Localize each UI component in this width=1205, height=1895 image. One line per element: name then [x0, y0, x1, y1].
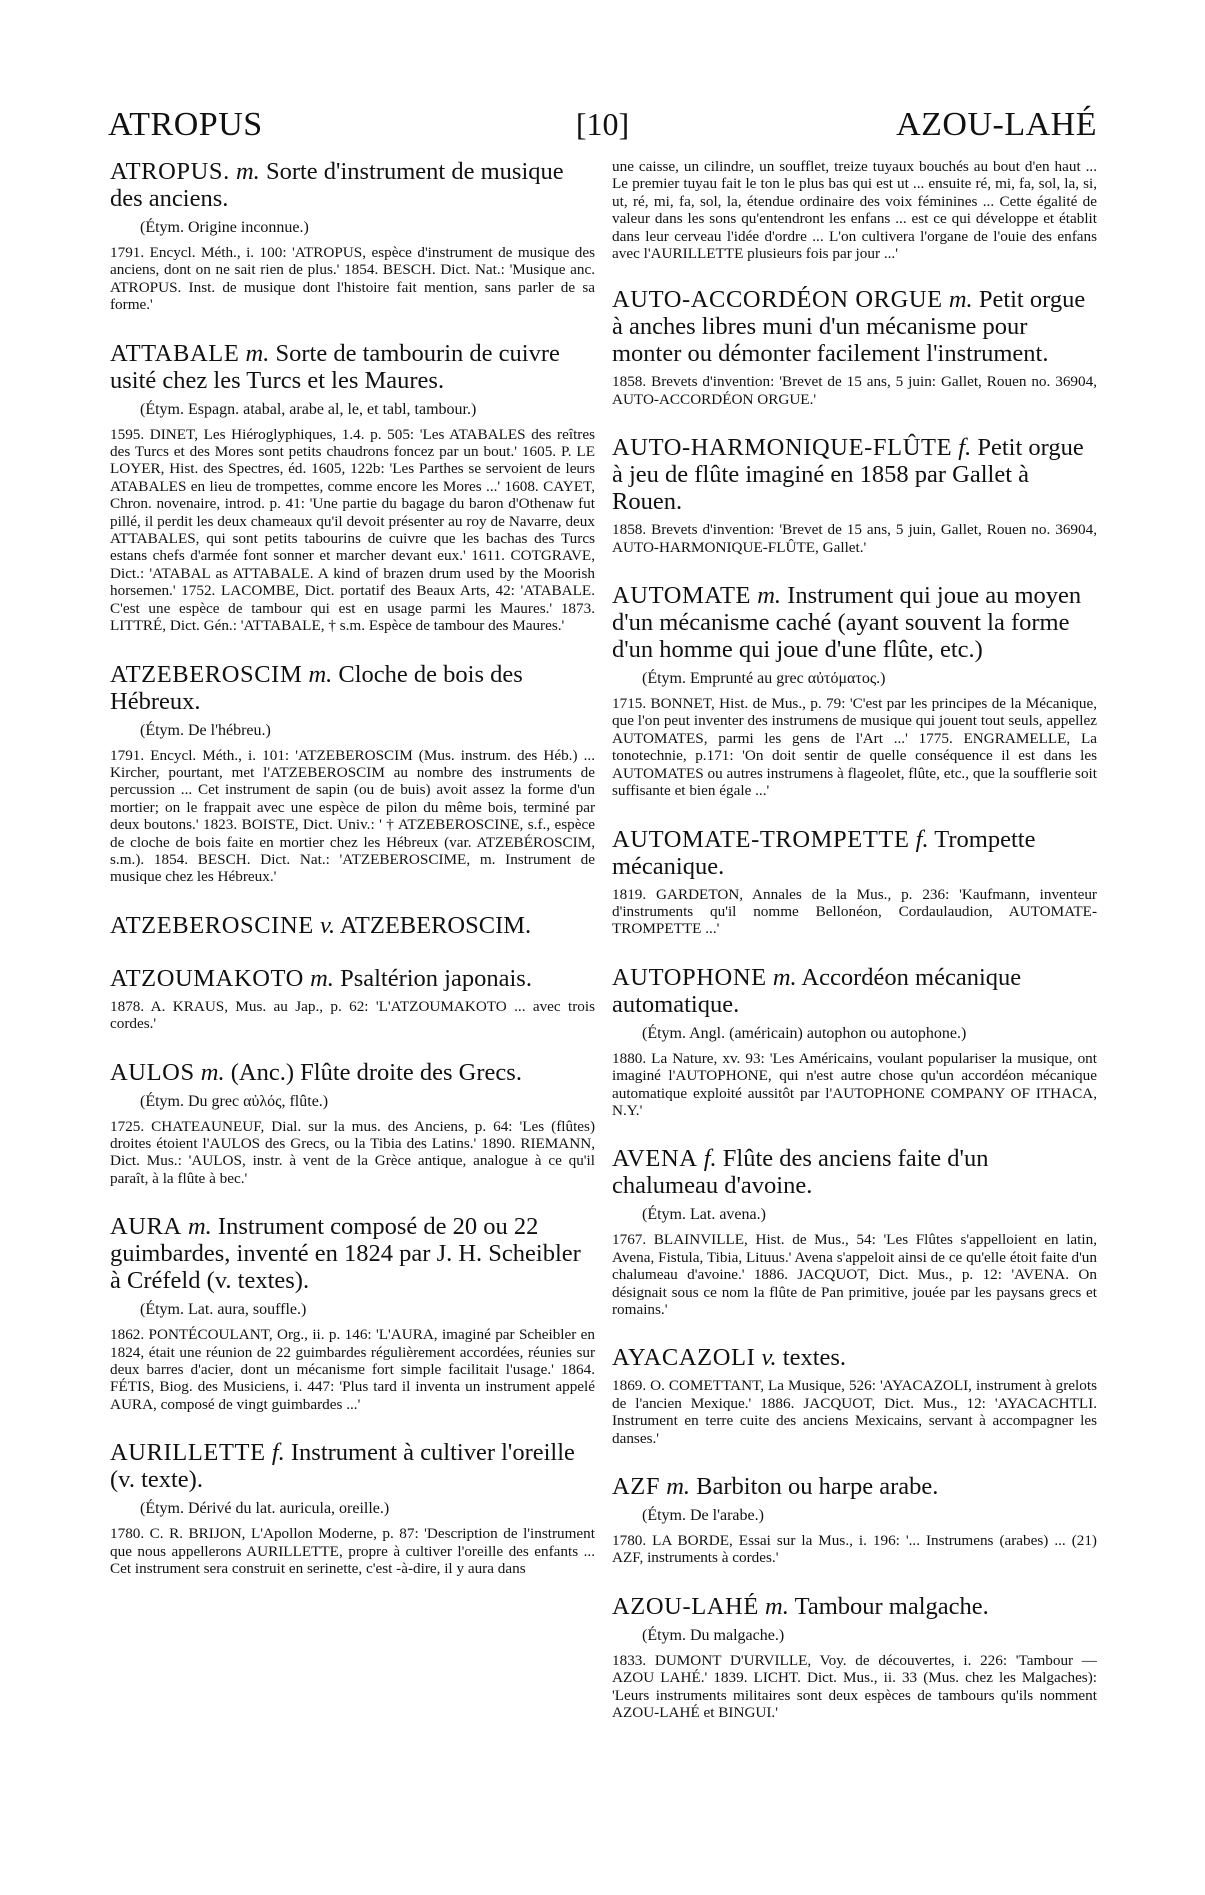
- entry-heading: [612, 1593, 1097, 1620]
- headword: AURILLETTE: [110, 1439, 266, 1467]
- grammar-label: m.: [757, 582, 782, 610]
- dictionary-entry: [612, 1344, 1097, 1447]
- definition: Trompette mécanique.: [612, 825, 1036, 880]
- definition: Flûte des anciens faite d'un chalumeau d'avoine.: [612, 1145, 989, 1200]
- citations: 1858. Brevets d'invention: 'Brevet de 15 ans, 5 juin: Gallet, Rouen no. 36904, AUTO-ACCORDÉON ORGUE.': [612, 373, 1097, 408]
- dictionary-entry: [612, 434, 1097, 556]
- definition: Cloche de bois des Hébreux.: [110, 660, 523, 715]
- entry-heading: [612, 964, 1097, 1018]
- citations: 1819. GARDETON, Annales de la Mus., p. 236: 'Kaufmann, inventeur d'instruments qu'il nomme Bellonéon, Cordaulaudion, AUTOMATE-TROMPETTE ...': [612, 885, 1097, 938]
- header-first-entry: ATROPUS: [108, 106, 263, 143]
- entry-heading: [110, 158, 595, 212]
- headword: AUTO-HARMONIQUE-FLÛTE: [612, 434, 953, 462]
- citations: 1833. DUMONT D'URVILLE, Voy. de découvertes, i. 226: 'Tambour — AZOU LAHÉ.' 1839. LICHT. Dict. Mus., ii. 33 (Mus. chez les Malgaches): 'Leurs instruments militaires sont deux espèces de tambours qu'ils nomment AZOU-LAHÉ et BINGUI.': [612, 1651, 1097, 1722]
- definition: ATZEBEROSCIM.: [339, 911, 532, 939]
- grammar-label: m.: [310, 964, 334, 992]
- citations: 1878. A. KRAUS, Mus. au Jap., p. 62: 'L'ATZOUMAKOTO ... avec trois cordes.': [110, 997, 595, 1033]
- etymology: (Étym. De l'arabe.): [642, 1507, 764, 1524]
- continued-citation: une caisse, un cilindre, un soufflet, treize tuyaux bouchés au bout d'en haut ... Le premier tuyau fait le ton le plus bas qui est ut ... ensuite ré, mi, fa, sol, la, si, ut, ré, mi, fa, sol, la, étendue ordinaire des voix féminines ... Cette égalité de valeur dans les sons qu'entendront les enfans ... est ce qui développe et établit dans leur cerveau l'idée d'ordre ... L'on cultivera l'organe de l'ouie des enfans avec l'AURILLETTE plusieurs fois par jour ...': [612, 158, 1097, 263]
- citations: 1725. CHATEAUNEUF, Dial. sur la mus. des Anciens, p. 64: 'Les (flûtes) droites étoient l'AULOS des Grecs, ou la Tibia des Latins.' 1890. RIEMANN, Dict. Mus.: 'AULOS, instr. à vent de la Grèce antique, analogue à ce qu'il paraît, à la flûte à bec.': [110, 1117, 595, 1187]
- dictionary-entry: [612, 582, 1097, 799]
- dictionary-entry: [612, 1473, 1097, 1567]
- citations: 1862. PONTÉCOULANT, Org., ii. p. 146: 'L'AURA, imaginé par Scheibler en 1824, était une réunion de 22 guimbardes régulièrement accordées, réunies sur deux barres d'acier, dont un mécanisme fort simple facilitait l'usage.' 1864. FÉTIS, Biog. des Musiciens, i. 447: 'Plus tard il inventa un instrument appelé AURA, composé de vingt guimbardes ...': [110, 1326, 595, 1413]
- grammar-label: f.: [915, 825, 929, 853]
- entry-heading: [110, 1059, 595, 1086]
- etymology: (Étym. De l'hébreu.): [140, 721, 271, 739]
- headword: AVENA: [612, 1145, 698, 1173]
- grammar-label: m.: [235, 158, 260, 185]
- citations: 1880. La Nature, xv. 93: 'Les Américains, voulant populariser la musique, ont imaginé l'AUTOPHONE, qui n'est autre chose qu'un accordéon mécanique automatique exploité aussitôt par l'AUTOPHONE COMPANY OF ITHACA, N.Y.': [612, 1049, 1097, 1119]
- dictionary-entry: [110, 965, 595, 1033]
- entry-heading: [612, 826, 1097, 880]
- definition: Tambour malgache.: [794, 1592, 989, 1620]
- running-header: [108, 106, 1097, 146]
- headword: ATZOUMAKOTO: [110, 964, 304, 992]
- entry-heading: [110, 661, 595, 715]
- etymology: (Étym. Espagn. atabal, arabe al, le, et tabl, tambour.): [140, 400, 477, 418]
- grammar-label: v.: [319, 911, 336, 939]
- etymology: (Étym. Emprunté au grec αὐτόματος.): [642, 670, 886, 688]
- dictionary-entry: [612, 1145, 1097, 1318]
- grammar-label: m.: [200, 1058, 225, 1086]
- headword: AUTOMATE-TROMPETTE: [612, 825, 910, 853]
- grammar-label: f.: [958, 434, 972, 462]
- headword: AYACAZOLI: [612, 1344, 756, 1372]
- definition: Instrument composé de 20 ou 22 guimbardes, inventé en 1824 par J. H. Scheibler à Créfeld (v. textes).: [110, 1213, 581, 1295]
- grammar-label: m.: [245, 339, 270, 367]
- entry-heading: [110, 912, 595, 939]
- entry-heading: [612, 434, 1097, 515]
- dictionary-entry: [110, 912, 595, 939]
- headword: AUTOMATE: [612, 582, 752, 610]
- dictionary-entry: [612, 1593, 1097, 1722]
- headword: AZOU-LAHÉ: [612, 1592, 759, 1620]
- citations: 1858. Brevets d'invention: 'Brevet de 15 ans, 5 juin, Gallet, Rouen no. 36904, AUTO-HARMONIQUE-FLÛTE, Gallet.': [612, 521, 1097, 556]
- definition: Instrument à cultiver l'oreille (v. texte).: [110, 1439, 575, 1494]
- grammar-label: m.: [187, 1213, 212, 1241]
- etymology: (Étym. Lat. avena.): [642, 1206, 766, 1224]
- dictionary-entry: [612, 964, 1097, 1120]
- definition: Instrument qui joue au moyen d'un mécanisme caché (ayant souvent la forme d'un homme qui joue d'une flûte, etc.): [612, 582, 1082, 664]
- dictionary-entry: [612, 826, 1097, 938]
- entry-heading: [110, 340, 595, 394]
- etymology: (Étym. Du malgache.): [642, 1626, 785, 1644]
- citations: 1595. DINET, Les Hiéroglyphiques, 1.4. p. 505: 'Les ATABALES des reîtres des Turcs et des Mores sont petits chaudrons foncez par un bout.' 1605. P. LE LOYER, Hist. des Spectres, éd. 1605, 122b: 'Les Parthes se servoient de leurs ATABALES en lieu de trompettes, comme encore les Mores ...' 1608. CAYET, Chron. novenaire, introd. p. 41: 'Une partie du bagage du baron d'Othenaw fut pillé, il perdit les deux chameaux qu'il devoit présenter au roy de Navarre, deux ATTABALES, qui sont petits tabourins de cuivre que les bachas des Turcs estans chefs d'armée font sonner et marcher devant eux.' 1611. COTGRAVE, Dict.: 'ATABAL as ATTABALE. A kind of brazen drum used by the Moorish horsemen.' 1752. LACOMBE, Dict. portatif des Beaux Arts, 42: 'ATABALE. C'est une espèce de tambour qui est en usage parmi les Maures.' 1873. LITTRÉ, Dict. Gén.: 'ATTABALE, † s.m. Espèce de tambour des Maures.': [110, 425, 595, 635]
- citations: 1715. BONNET, Hist. de Mus., p. 79: 'C'est par les principes de la Mécanique, que l'on peut inventer des instrumens de musique qui jouent tout seuls, appellez AUTOMATES, parmi les gens de l'Art ...' 1775. ENGRAMELLE, La tonotechnie, p.171: 'On doit sentir de quelle conséquence il est dans les AUTOMATES ou autres instrumens à flageolet, flûte, etc., que la soufflerie soit suffisante et bien égale ...': [612, 695, 1097, 800]
- headword: AURA: [110, 1213, 182, 1241]
- grammar-label: m.: [308, 660, 333, 688]
- entry-heading: [110, 1213, 595, 1294]
- etymology: (Étym. Du grec αὐλός, flûte.): [140, 1092, 329, 1110]
- grammar-label: m.: [666, 1473, 691, 1500]
- grammar-label: v.: [761, 1344, 777, 1372]
- headword: AUTOPHONE: [612, 963, 767, 991]
- grammar-label: m.: [948, 286, 973, 314]
- headword: AUTO-ACCORDÉON ORGUE: [612, 286, 943, 314]
- grammar-label: m.: [765, 1592, 789, 1620]
- dictionary-entry: [110, 1213, 595, 1413]
- right-column: [612, 158, 1097, 1747]
- etymology: (Étym. Angl. (américain) autophon ou autophone.): [642, 1024, 967, 1042]
- entry-heading: [612, 1145, 1097, 1199]
- grammar-label: f.: [703, 1145, 717, 1173]
- definition: textes.: [782, 1344, 847, 1372]
- right-entries: [612, 286, 1097, 1721]
- citations: 1791. Encycl. Méth., i. 100: 'ATROPUS, espèce d'instrument de musique des anciens, dont on ne sait rien de plus.' 1854. BESCH. Dict. Nat.: 'Musique anc. ATROPUS. Inst. de musique dont l'histoire fait mention, sans parler de sa forme.': [110, 244, 595, 314]
- entry-heading: [612, 1473, 1097, 1500]
- definition: Petit orgue à anches libres muni d'un mécanisme pour monter ou démonter facilement l'instrument.: [612, 286, 1086, 368]
- header-last-entry: AZOU-LAHÉ: [896, 106, 1097, 143]
- entry-heading: [612, 582, 1097, 663]
- headword: AULOS: [110, 1058, 195, 1086]
- definition: Psaltérion japonais.: [340, 964, 532, 992]
- dictionary-entry: [110, 661, 595, 886]
- grammar-label: m.: [772, 963, 797, 991]
- definition: Sorte d'instrument de musique des anciens.: [110, 158, 564, 212]
- left-column: [110, 158, 595, 1603]
- headword: AZF: [612, 1473, 661, 1500]
- page-number: [10]: [575, 106, 630, 142]
- citations: 1767. BLAINVILLE, Hist. de Mus., 54: 'Les Flûtes s'appelloient en latin, Avena, Fistula, Tibia, Lituus.' Avena s'appeloit ainsi de ce qu'elle étoit faite d'un chalumeau d'avoine.' 1886. JACQUOT, Dict. Mus., p. 12: 'AVENA. On désignait sous ce nom la flûte de Pan primitive, jouée par les paysans grecs et romains.': [612, 1231, 1097, 1318]
- grammar-label: f.: [271, 1439, 285, 1467]
- citations: 1780. LA BORDE, Essai sur la Mus., i. 196: '... Instrumens (arabes) ... (21) AZF, instruments à cordes.': [612, 1532, 1097, 1567]
- etymology: (Étym. Origine inconnue.): [140, 219, 309, 236]
- headword: ATTABALE: [110, 339, 240, 367]
- entry-heading: [612, 286, 1097, 367]
- etymology: (Étym. Lat. aura, souffle.): [140, 1301, 307, 1319]
- entry-heading: [110, 1439, 595, 1493]
- definition: Sorte de tambourin de cuivre usité chez les Turcs et les Maures.: [110, 339, 560, 394]
- dictionary-entry: [110, 1059, 595, 1188]
- headword: ATROPUS.: [110, 158, 230, 185]
- citations: 1780. C. R. BRIJON, L'Apollon Moderne, p. 87: 'Description de l'instrument que nous appellerons AURILLETTE, propre à cultiver l'oreille des enfants ... Cet instrument sera construit en serinette, c'est -à-dire, il y aura dans: [110, 1525, 595, 1578]
- citations: 1791. Encycl. Méth., i. 101: 'ATZEBEROSCIM (Mus. instrum. des Héb.) ... Kircher, pourtant, met l'ATZEBEROSCIM au nombre des instruments de percussion ... Cet instrument de sapin (ou de buis) avoit assez la forme d'un mortier; on le frappait avec une espèce de pilon du même bois, terminé par deux boutons.' 1823. BOISTE, Dict. Univ.: ' † ATZEBEROSCINE, s.f., espèce de cloche de bois faite en mortier chez les Hébreux (var. ATZEBÉROSCIM, s.m.). 1854. BESCH. Dict. Nat.: 'ATZEBEROSCIME, m. Instrument de musique chez les Hébreux.': [110, 746, 595, 886]
- definition: Accordéon mécanique automatique.: [612, 963, 1022, 1018]
- dictionary-entry: [110, 158, 595, 314]
- headword: ATZEBEROSCINE: [110, 911, 314, 939]
- dictionary-entry: [612, 286, 1097, 408]
- entry-heading: [110, 965, 595, 992]
- dictionary-entry: [110, 340, 595, 635]
- citations: 1869. O. COMETTANT, La Musique, 526: 'AYACAZOLI, instrument à grelots de l'ancien Mexique.' 1886. JACQUOT, Dict. Mus., 12: 'AYACACHTLI. Instrument en terre cuite des anciens Mexicains, servant à accompagner les danses.': [612, 1377, 1097, 1447]
- definition: Barbiton ou harpe arabe.: [696, 1473, 939, 1500]
- definition: Petit orgue à jeu de flûte imaginé en 1858 par Gallet à Rouen.: [612, 434, 1084, 516]
- definition: (Anc.) Flûte droite des Grecs.: [230, 1058, 522, 1086]
- dictionary-entry: [110, 1439, 595, 1577]
- headword: ATZEBEROSCIM: [110, 660, 303, 688]
- etymology: (Étym. Dérivé du lat. auricula, oreille.): [140, 1500, 390, 1518]
- entry-heading: [612, 1344, 1097, 1371]
